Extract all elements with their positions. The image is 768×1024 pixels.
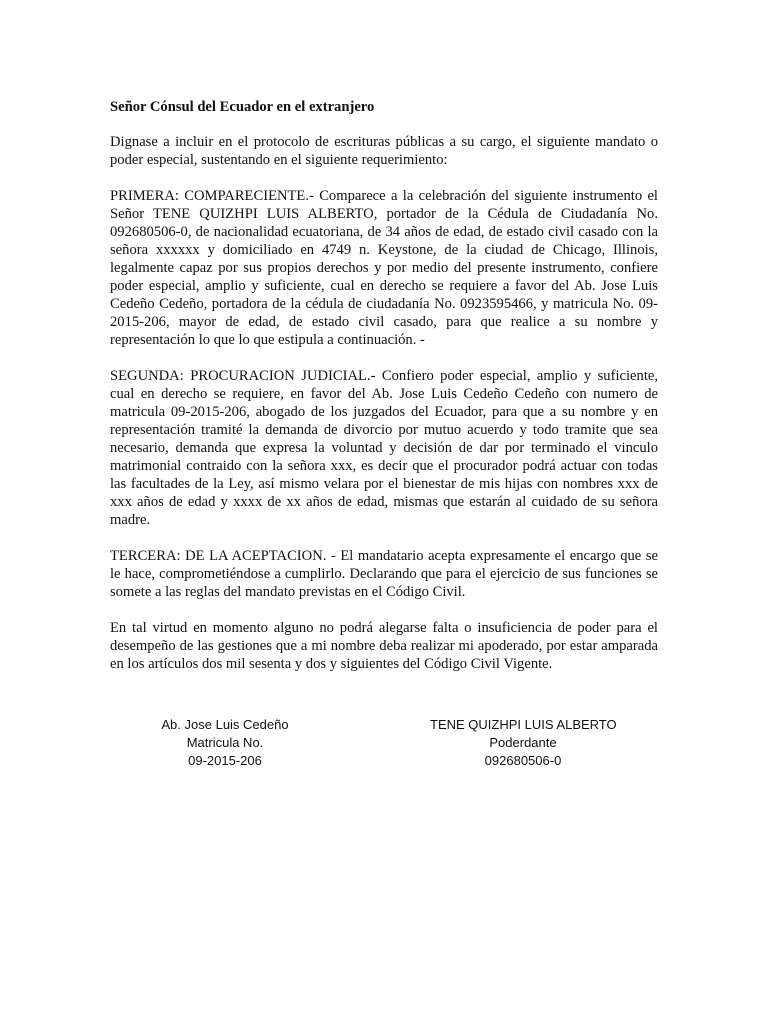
document-heading: Señor Cónsul del Ecuador en el extranjero (110, 99, 375, 115)
signature-name: Ab. Jose Luis Cedeño (161, 717, 289, 732)
signature-number: 09-2015-206 (188, 753, 262, 768)
signature-block-attorney (160, 716, 290, 770)
signature-number: 092680506-0 (484, 753, 562, 768)
signature-role: Matricula No. (186, 735, 264, 750)
signature-role: Poderdante (489, 735, 557, 750)
signature-block-grantor (430, 716, 616, 770)
intro-paragraph: Dignase a incluir en el protocolo de escrituras públicas a su cargo, el siguiente mandato o poder especial, sustentando en el siguiente requerimiento: (110, 134, 658, 168)
closing-paragraph: En tal virtud en momento alguno no podrá alegarse falta o insuficiencia de poder para el desempeño de las gestiones que a mi nombre deba realizar mi apoderado, por estar amparada en los artículos dos mil sesenta y dos y siguientes del Código Civil Vigente. (110, 620, 658, 672)
clause-primera: PRIMERA: COMPARECIENTE.- Comparece a la celebración del siguiente instrumento el Señor TENE QUIZHPI LUIS ALBERTO, portador de la Cédula de Ciudadanía No. 092680506-0, de nacionalidad ecuatoriana, de 34 años de edad, de estado civil casado con la señora xxxxxx y domiciliado en 4749 n. Keystone, de la ciudad de Chicago, Illinois, legalmente capaz por sus propios derechos y por medio del presente instrumento, confiere poder especial, amplio y suficiente, cual en derecho se requiere a favor del Ab. Jose Luis Cedeño Cedeño, portadora de la cédula de ciudadanía No. 0923595466, y matricula No. 09-2015-206, mayor de edad, de estado civil casado, para que realice a su nombre y representación lo que lo que estipula a continuación. - (110, 188, 658, 348)
clause-segunda: SEGUNDA: PROCURACION JUDICIAL.- Confiero poder especial, amplio y suficiente, cual en derecho se requiere, en favor del Ab. Jose Luis Cedeño Cedeño con numero de matricula 09-2015-206, abogado de los juzgados del Ecuador, para que a su nombre y en representación tramité la demanda de divorcio por mutuo acuerdo y todo tramite que sea necesario, demanda que expresa la voluntad y decisión de dar por terminado el vinculo matrimonial contraido con la señora xxx, es decir que el procurador podrá actuar con todas las facultades de la Ley, así mismo velara por el bienestar de mis hijas con nombres xxx de xxx años de edad y xxxx de xx años de edad, mismas que estarán al cuidado de su señora madre. (110, 368, 658, 528)
clause-tercera: TERCERA: DE LA ACEPTACION. - El mandatario acepta expresamente el encargo que se le hace, comprometiéndose a cumplirlo. Declarando que para el ejercicio de sus funciones se somete a las reglas del mandato previstas en el Código Civil. (110, 548, 658, 600)
document-body (110, 98, 658, 691)
signature-name: TENE QUIZHPI LUIS ALBERTO (430, 717, 617, 732)
